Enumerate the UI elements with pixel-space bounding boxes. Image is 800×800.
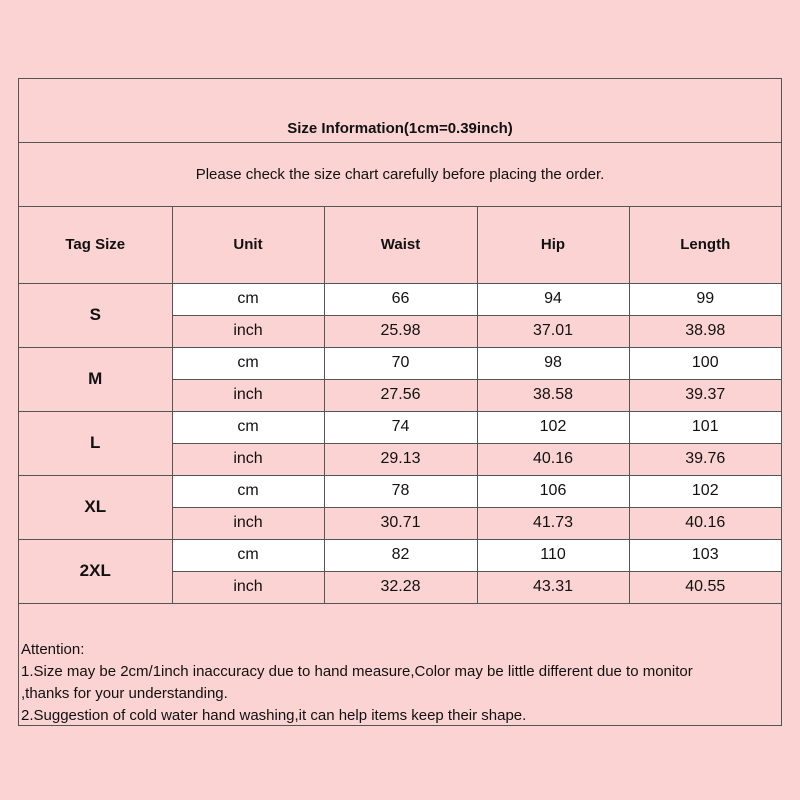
unit-cell: cm [172, 539, 324, 571]
header-unit: Unit [172, 207, 324, 283]
length-cell: 39.76 [629, 443, 781, 475]
header-waist: Waist [324, 207, 477, 283]
tag-size-cell: 2XL [19, 539, 172, 603]
length-cell: 103 [629, 539, 781, 571]
table-row [19, 411, 781, 443]
attention-line: ,thanks for your understanding. [21, 685, 228, 702]
unit-cell: cm [172, 411, 324, 443]
hip-cell: 43.31 [477, 571, 629, 603]
attention-notes [21, 639, 781, 727]
waist-cell: 74 [324, 411, 477, 443]
length-cell: 101 [629, 411, 781, 443]
unit-cell: inch [172, 571, 324, 603]
length-cell: 40.16 [629, 507, 781, 539]
unit-cell: inch [172, 507, 324, 539]
notice-text: Please check the size chart carefully before placing the order. [195, 166, 605, 183]
unit-cell: cm [172, 475, 324, 507]
tag-size-cell: S [19, 283, 172, 347]
hip-cell: 41.73 [477, 507, 629, 539]
waist-cell: 25.98 [324, 315, 477, 347]
hip-cell: 37.01 [477, 315, 629, 347]
tag-size-cell: L [19, 411, 172, 475]
tag-size-cell: XL [19, 475, 172, 539]
length-cell: 100 [629, 347, 781, 379]
hip-cell: 106 [477, 475, 629, 507]
tag-size-cell: M [19, 347, 172, 411]
attention-line: 1.Size may be 2cm/1inch inaccuracy due to hand measure,Color may be little different due to monitor [21, 663, 693, 680]
hip-cell: 94 [477, 283, 629, 315]
table-row [19, 475, 781, 507]
hip-cell: 98 [477, 347, 629, 379]
unit-cell: cm [172, 283, 324, 315]
waist-cell: 82 [324, 539, 477, 571]
waist-cell: 29.13 [324, 443, 477, 475]
hip-cell: 38.58 [477, 379, 629, 411]
waist-cell: 32.28 [324, 571, 477, 603]
unit-cell: cm [172, 347, 324, 379]
header-hip: Hip [477, 207, 629, 283]
attention-heading: Attention: [21, 641, 85, 658]
size-table [19, 207, 781, 604]
waist-cell: 70 [324, 347, 477, 379]
unit-cell: inch [172, 315, 324, 347]
length-cell: 40.55 [629, 571, 781, 603]
header-tag-size: Tag Size [19, 207, 172, 283]
table-row [19, 347, 781, 379]
length-cell: 39.37 [629, 379, 781, 411]
attention-line: 2.Suggestion of cold water hand washing,it can help items keep their shape. [21, 707, 527, 724]
unit-cell: inch [172, 379, 324, 411]
waist-cell: 66 [324, 283, 477, 315]
table-row [19, 539, 781, 571]
size-chart [18, 78, 782, 726]
waist-cell: 78 [324, 475, 477, 507]
length-cell: 38.98 [629, 315, 781, 347]
length-cell: 102 [629, 475, 781, 507]
waist-cell: 30.71 [324, 507, 477, 539]
title-row [19, 79, 781, 143]
hip-cell: 102 [477, 411, 629, 443]
hip-cell: 110 [477, 539, 629, 571]
notice-row [19, 143, 781, 207]
header-row [19, 207, 781, 283]
length-cell: 99 [629, 283, 781, 315]
chart-title: Size Information(1cm=0.39inch) [287, 120, 513, 137]
header-length: Length [629, 207, 781, 283]
hip-cell: 40.16 [477, 443, 629, 475]
table-row [19, 283, 781, 315]
waist-cell: 27.56 [324, 379, 477, 411]
unit-cell: inch [172, 443, 324, 475]
